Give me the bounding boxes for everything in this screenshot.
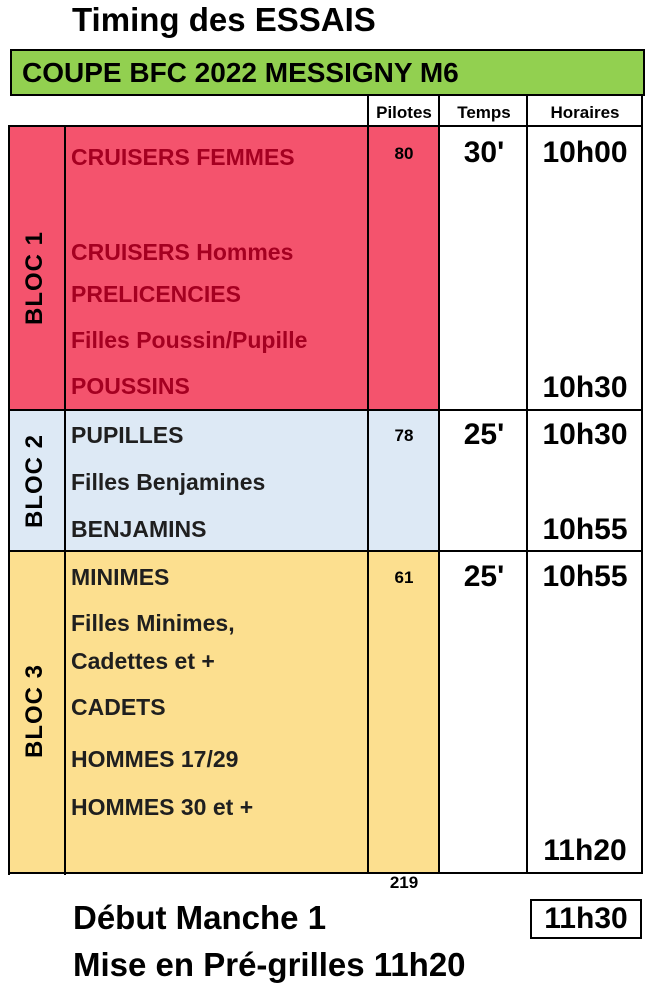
category-label: CADETS	[71, 694, 166, 720]
category-label: HOMMES 17/29	[71, 746, 239, 772]
grid-line	[641, 96, 643, 873]
category-label: POUSSINS	[71, 373, 190, 399]
event-banner: COUPE BFC 2022 MESSIGNY M6	[10, 49, 645, 96]
category-label: BENJAMINS	[71, 516, 207, 542]
pilotes-count: 61	[394, 568, 414, 587]
category-label: MINIMES	[71, 564, 170, 590]
page-title: Timing des ESSAIS	[72, 1, 376, 38]
category-label: CRUISERS FEMMES	[71, 144, 295, 170]
category-label: Filles Benjamines	[71, 469, 266, 495]
category-label: PRELICENCIES	[71, 281, 241, 307]
temps-value: 25'	[463, 560, 505, 593]
grid-line	[8, 125, 10, 875]
total-pilotes: 219	[389, 873, 419, 892]
grid-line	[8, 872, 643, 874]
category-label: Filles Minimes,	[71, 610, 235, 636]
grid-line	[438, 96, 440, 873]
grid-line	[8, 409, 643, 411]
end-time: 10h55	[542, 513, 628, 546]
grid-line	[8, 550, 643, 552]
grid-line	[8, 125, 643, 127]
end-time: 10h30	[542, 371, 628, 404]
start-time: 10h55	[542, 560, 628, 593]
debut-manche-time: 11h30	[530, 899, 642, 939]
bloc-1-label: BLOC 1	[21, 231, 48, 326]
pregrille-text: Mise en Pré-grilles 11h20	[73, 946, 466, 983]
pilotes-count: 78	[394, 426, 414, 445]
start-time: 10h30	[542, 418, 628, 451]
temps-value: 30'	[463, 136, 505, 169]
pilotes-count: 80	[394, 144, 414, 163]
grid-line	[64, 125, 66, 875]
grid-line	[526, 96, 528, 873]
category-label: PUPILLES	[71, 422, 184, 448]
category-label: Filles Poussin/Pupille	[71, 327, 308, 353]
header-pilotes: Pilotes	[376, 103, 432, 122]
bloc-3-label: BLOC 3	[21, 664, 48, 759]
header-horaires: Horaires	[550, 103, 620, 122]
bloc-2-label: BLOC 2	[21, 434, 48, 529]
start-time: 10h00	[542, 136, 628, 169]
category-label: Cadettes et +	[71, 648, 215, 674]
temps-value: 25'	[463, 418, 505, 451]
end-time: 11h20	[543, 834, 627, 867]
category-label: CRUISERS Hommes	[71, 239, 294, 265]
category-label: HOMMES 30 et +	[71, 794, 254, 820]
debut-manche-label: Début Manche 1	[73, 899, 327, 936]
grid-line	[367, 96, 369, 873]
header-temps: Temps	[457, 103, 511, 122]
